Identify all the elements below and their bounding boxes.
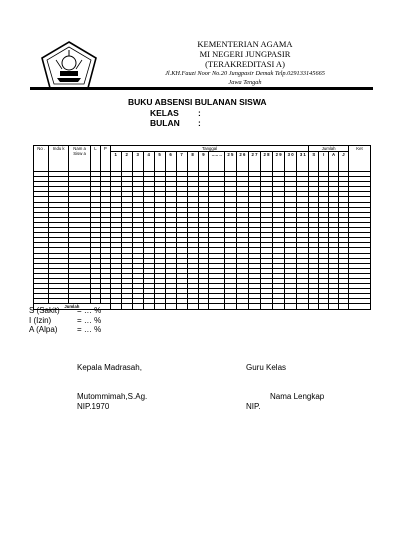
legend-sakit-value: = … % (77, 306, 102, 315)
table-cell[interactable] (224, 304, 236, 310)
kepala-madrasah-name: Mutommimah,S.Ag. (77, 392, 148, 401)
date-header: 9 (198, 152, 209, 172)
kop-line-3: (TERAKREDITASI A) (205, 59, 285, 69)
legend-alpa-label: A (Alpa) (29, 325, 58, 334)
legend-sakit-label: S (Sakit) (29, 306, 60, 315)
legend-izin-value: = … % (77, 316, 102, 325)
date-header: 3 0 (285, 152, 297, 172)
col-header-tanggal: Tanggal (110, 146, 309, 152)
table-cell[interactable] (348, 304, 370, 310)
date-header: 1 (110, 152, 121, 172)
col-header-no: No . (34, 146, 49, 172)
date-header: 8 (187, 152, 198, 172)
date-header: 2 (121, 152, 132, 172)
col-header-induk: Indu k (49, 146, 69, 172)
date-header: ….. .. (209, 152, 224, 172)
kop-divider (30, 87, 373, 90)
table-cell[interactable] (309, 304, 319, 310)
date-header: 7 (176, 152, 187, 172)
legend-izin-label: I (Izin) (29, 316, 52, 325)
guru-kelas-title: Guru Kelas (246, 363, 287, 372)
col-header-ket: Ket (348, 146, 370, 172)
col-header-jumlah: Jumlah (309, 146, 349, 152)
date-header: 2 6 (236, 152, 248, 172)
col-header-l: L (91, 146, 101, 172)
table-cell[interactable] (110, 304, 121, 310)
kepala-madrasah-title: Kepala Madrasah, (77, 363, 142, 372)
guru-kelas-nip: NIP. (246, 402, 261, 411)
table-cell[interactable] (209, 304, 224, 310)
kop-line-1: KEMENTERIAN AGAMA (197, 39, 293, 49)
table-cell[interactable] (273, 304, 285, 310)
table-cell[interactable] (165, 304, 176, 310)
kop-line-2: MI NEGERI JUNGPASIR (199, 49, 291, 59)
jumlah-subheader: I (319, 152, 329, 172)
table-cell[interactable] (176, 304, 187, 310)
table-cell[interactable] (248, 304, 260, 310)
legend-alpa-value: = … % (77, 325, 102, 334)
date-header: 2 9 (273, 152, 285, 172)
jumlah-row-label: Jumlah (34, 304, 111, 310)
date-header: 5 (154, 152, 165, 172)
madrasah-logo (40, 40, 98, 90)
col-header-p: P (100, 146, 110, 172)
table-cell[interactable] (285, 304, 297, 310)
date-header: 3 1 (297, 152, 309, 172)
kelas-label: KELAS (150, 108, 179, 118)
table-cell[interactable] (154, 304, 165, 310)
guru-kelas-name: Nama Lengkap (270, 392, 325, 401)
date-header: 2 5 (224, 152, 236, 172)
kop-province: Jawa Tengah (228, 79, 262, 86)
attendance-table (33, 145, 371, 310)
table-cell[interactable] (319, 304, 329, 310)
table-cell[interactable] (187, 304, 198, 310)
table-cell[interactable] (297, 304, 309, 310)
date-header: 6 (165, 152, 176, 172)
table-cell[interactable] (338, 304, 348, 310)
date-header: 2 7 (248, 152, 260, 172)
kop-address: Jl.KH.Fauzi Noor No.20 Jungpasir Demak Telp.029133145665 (165, 70, 325, 77)
kepala-madrasah-nip: NIP.1970 (77, 402, 110, 411)
col-header-nama: Nam a Sisw a (69, 146, 91, 172)
table-cell[interactable] (198, 304, 209, 310)
table-cell[interactable] (121, 304, 132, 310)
bulan-colon: : (198, 118, 201, 128)
date-header: 3 (132, 152, 143, 172)
bulan-label: BULAN (150, 118, 180, 128)
table-cell[interactable] (143, 304, 154, 310)
table-cell[interactable] (261, 304, 273, 310)
table-cell[interactable] (236, 304, 248, 310)
table-cell[interactable] (132, 304, 143, 310)
table-cell[interactable] (329, 304, 339, 310)
kelas-colon: : (198, 108, 201, 118)
document-title: BUKU ABSENSI BULANAN SISWA (128, 97, 267, 107)
date-header: 4 (143, 152, 154, 172)
jumlah-subheader: S (309, 152, 319, 172)
jumlah-subheader: J (338, 152, 348, 172)
jumlah-subheader: A (329, 152, 339, 172)
date-header: 2 8 (261, 152, 273, 172)
